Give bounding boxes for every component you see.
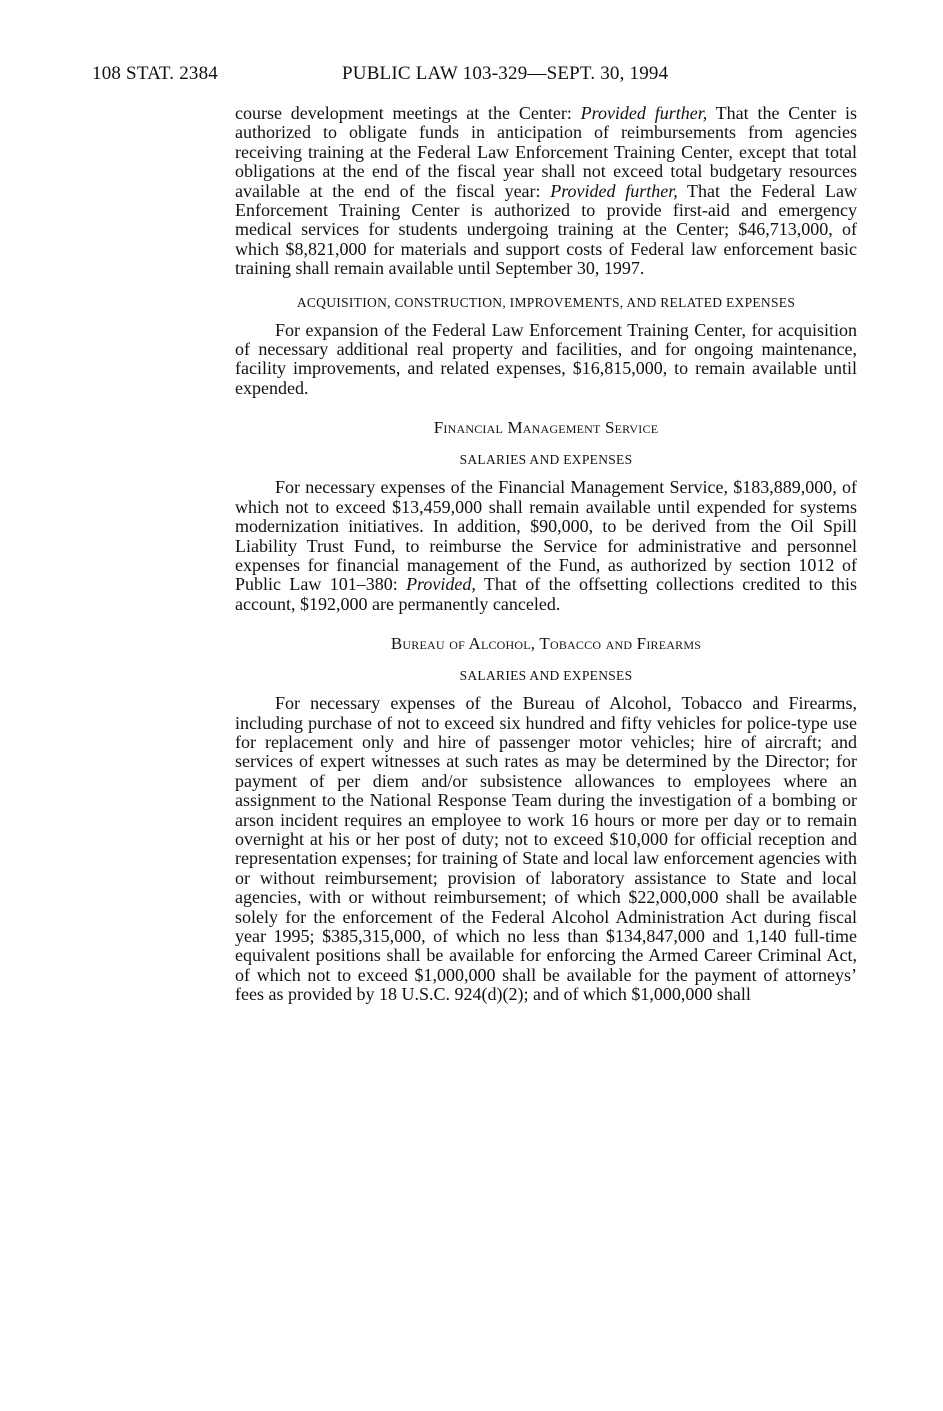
fms-heading: Financial Management Service xyxy=(433,418,659,438)
body-text xyxy=(235,104,857,1005)
statute-page-number: 108 STAT. 2384 xyxy=(92,63,219,84)
atf-paragraph: For necessary expenses of the Bureau of Alcohol, Tobacco and Firearms, including purchase of not to exceed six hundred and fifty vehicles for police-type use for replacement only and hire of passenger motor vehicles; hire of aircraft; and services of expert witnesses at such rates as may be determined by the Director; for payment of per diem and/or subsistence allowances to employees where an assignment to the National Response Team during the investigation of a bombing or arson incident requires an employee to work 16 hours or more per day or to remain overnight at his or her post of duty; not to exceed $10,000 for official reception and representation expenses; for training of State and local law enforcement agencies with or without reimbursement; provision of laboratory assistance to State and local agencies, with or without reimbursement; of which $22,000,000 shall be available solely for the enforcement of the Federal Alcohol Administration Act during fiscal year 1995; $385,315,000, of which no less than $134,847,000 and 1,140 full-time equivalent positions shall be available for enforcing the Armed Career Criminal Act, of which not to exceed $1,000,000 shall be available for the payment of attorneys’ fees as provided by 18 U.S.C. 924(d)(2); and of which $1,000,000 shall xyxy=(235,693,857,1005)
acquisition-heading: ACQUISITION, CONSTRUCTION, IMPROVEMENTS, AND RELATED EXPENSES xyxy=(296,294,796,310)
atf-subheading: SALARIES AND EXPENSES xyxy=(459,668,633,684)
acquisition-paragraph: For expansion of the Federal Law Enforcement Training Center, for acquisition of necessary additional real property and facilities, and for ongoing maintenance, facility improvements, and related expenses, $16,815,000, to remain available until expended. xyxy=(235,319,857,398)
public-law-date: PUBLIC LAW 103-329—SEPT. 30, 1994 xyxy=(342,63,669,84)
continued-paragraph: course development meetings at the Center: Provided further, That the Center is authorized to obligate funds in anticipation of reimbursements from agencies receiving training at the Federal Law Enforcement Training Center, except that total obligations at the end of the fiscal year shall not exceed total budgetary resources available at the end of the fiscal year: Provided further, That the Federal Law Enforcement Training Center is authorized to provide first-aid and emergency medical services for students undergoing training at the Center; $46,713,000, of which $8,821,000 for materials and support costs of Federal law enforcement basic training shall remain available until September 30, 1997. xyxy=(235,103,857,279)
fms-subheading: SALARIES AND EXPENSES xyxy=(459,452,633,468)
fms-paragraph: For necessary expenses of the Financial Management Service, $183,889,000, of which not to exceed $13,459,000 shall remain available until expended for systems modernization initiatives. In addition, $90,000, to be derived from the Oil Spill Liability Trust Fund, to reimburse the Service for administrative and personnel expenses for financial management of the Fund, as authorized by section 1012 of Public Law 101–380: Provided, That of the offsetting collections credited to this account, $192,000 are permanently canceled. xyxy=(235,477,857,614)
atf-heading: Bureau of Alcohol, Tobacco and Firearms xyxy=(390,634,702,654)
